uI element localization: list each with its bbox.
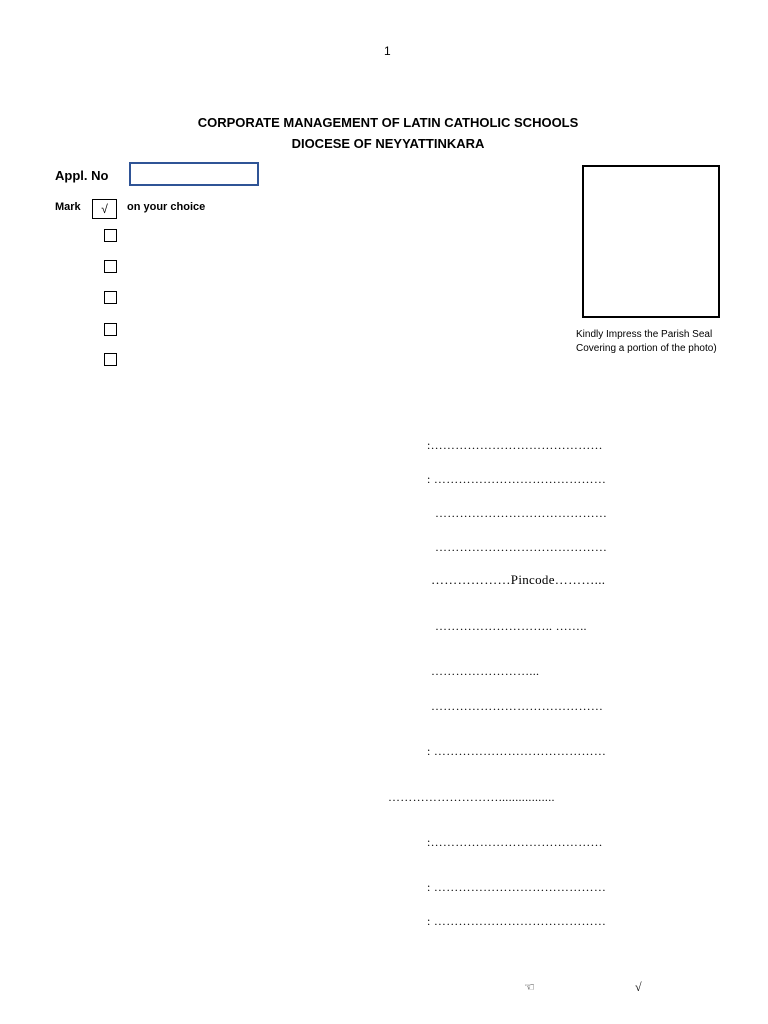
mark-label: Mark [55,201,81,213]
appl-no-input[interactable] [129,162,259,186]
form-field-1[interactable]: :…………………………………… [427,438,603,452]
tick-icon-footer: √ [635,980,642,994]
choice-checkbox-3[interactable] [104,291,117,304]
choice-checkbox-1[interactable] [104,229,117,242]
pointing-hand-icon: ☜ [524,980,535,994]
form-field-12[interactable]: : …………………………………… [427,880,607,894]
seal-note-line2: Covering a portion of the photo) [576,343,717,354]
header-subtitle: DIOCESE OF NEYYATTINKARA [291,136,485,151]
photo-box [582,165,720,318]
choice-checkbox-2[interactable] [104,260,117,273]
page-number: 1 [384,44,391,58]
seal-note-line1: Kindly Impress the Parish Seal [576,329,713,340]
header-title: CORPORATE MANAGEMENT OF LATIN CATHOLIC SCHOOLS [197,115,579,130]
form-field-11[interactable]: :…………………………………… [427,835,603,849]
form-field-7[interactable]: ……………………... [431,664,540,678]
form-field-9[interactable]: : …………………………………… [427,744,607,758]
tick-icon: √ [101,202,108,216]
choice-checkbox-5[interactable] [104,353,117,366]
mark-example-box [92,199,117,219]
appl-no-label: Appl. No [55,168,109,183]
form-field-4[interactable]: …………………………………… [435,540,608,554]
choice-checkbox-4[interactable] [104,323,117,336]
form-field-2[interactable]: : …………………………………… [427,472,607,486]
form-field-8[interactable]: …………………………………… [431,699,604,713]
form-field-10[interactable]: ………………………................. [388,790,555,804]
form-field-3[interactable]: …………………………………… [435,506,608,520]
form-field-pincode[interactable]: ………………Pincode………... [431,572,606,587]
form-field-13[interactable]: : …………………………………… [427,914,607,928]
form-field-6[interactable]: ……………………….. …….. [435,619,587,633]
choice-instruction: on your choice [127,201,206,213]
